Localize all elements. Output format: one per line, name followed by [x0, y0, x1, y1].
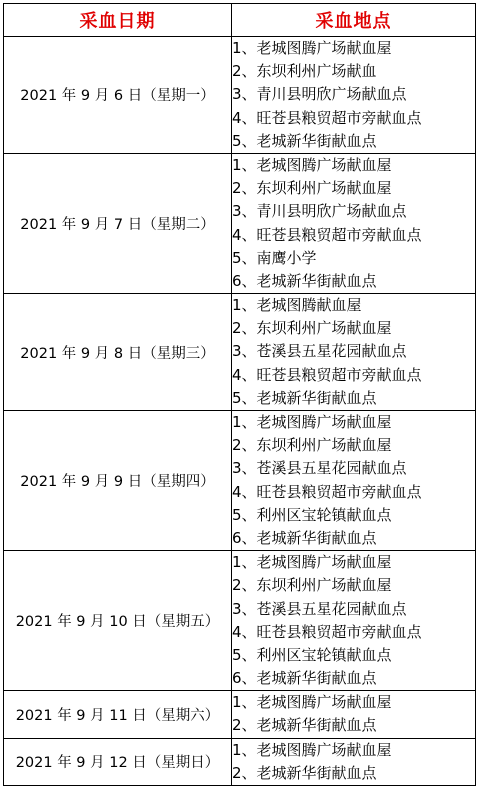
location-item: 1、老城图腾广场献血屋: [232, 553, 392, 572]
collection-locations-cell: [232, 738, 476, 785]
table-row: [4, 738, 476, 785]
location-item: 5、老城新华街献血点: [232, 388, 377, 407]
collection-locations-cell: [232, 294, 476, 411]
location-item: 2、东坝利州广场献血屋: [232, 436, 392, 455]
location-item: 3、苍溪县五星花园献血点: [232, 459, 407, 478]
collection-locations-cell: [232, 37, 476, 154]
header-location: 采血地点: [232, 4, 476, 37]
location-item: 2、东坝利州广场献血屋: [232, 319, 392, 338]
blood-collection-schedule-table: [3, 3, 476, 786]
collection-date-cell: 2021 年 9 月 6 日（星期一）: [4, 37, 232, 154]
location-item: 2、老城新华街献血点: [232, 763, 377, 782]
table-row: [4, 691, 476, 738]
location-item: 4、旺苍县粮贸超市旁献血点: [232, 108, 422, 127]
location-item: 3、苍溪县五星花园献血点: [232, 599, 407, 618]
location-item: 1、老城图腾广场献血屋: [232, 413, 392, 431]
collection-locations-cell: [232, 153, 476, 293]
collection-date-cell: 2021 年 9 月 11 日（星期六）: [4, 691, 232, 738]
header-row: [4, 4, 476, 37]
location-item: 2、老城新华街献血点: [232, 716, 377, 735]
collection-date-cell: 2021 年 9 月 8 日（星期三）: [4, 294, 232, 411]
table-row: [4, 294, 476, 411]
location-item: 1、老城图腾广场献血屋: [232, 155, 392, 174]
header-date: 采血日期: [4, 4, 232, 37]
location-item: 1、老城图腾广场献血屋: [232, 740, 392, 759]
location-item: 2、东坝利州广场献血屋: [232, 576, 392, 595]
location-item: 4、旺苍县粮贸超市旁献血点: [232, 622, 422, 641]
collection-locations-cell: [232, 691, 476, 738]
table-row: [4, 37, 476, 154]
location-item: 1、老城图腾广场献血屋: [232, 693, 392, 712]
location-item: 2、东坝利州广场献血: [232, 62, 377, 81]
location-item: 5、利州区宝轮镇献血点: [232, 505, 392, 524]
location-item: 6、老城新华街献血点: [232, 669, 377, 688]
location-item: 3、青川县明欣广场献血点: [232, 202, 407, 221]
location-item: 5、老城新华街献血点: [232, 131, 377, 150]
collection-date-cell: 2021 年 9 月 12 日（星期日）: [4, 738, 232, 785]
collection-locations-cell: [232, 411, 476, 551]
location-item: 1、老城图腾献血屋: [232, 296, 362, 315]
location-item: 5、利州区宝轮镇献血点: [232, 645, 392, 664]
collection-locations-cell: [232, 551, 476, 691]
location-item: 5、南鹰小学: [232, 248, 317, 267]
table-row: [4, 153, 476, 293]
location-item: 6、老城新华街献血点: [232, 271, 377, 290]
collection-date-cell: 2021 年 9 月 9 日（星期四）: [4, 411, 232, 551]
location-item: 3、苍溪县五星花园献血点: [232, 342, 407, 361]
location-item: 3、青川县明欣广场献血点: [232, 85, 407, 104]
location-item: 4、旺苍县粮贸超市旁献血点: [232, 482, 422, 501]
location-item: 4、旺苍县粮贸超市旁献血点: [232, 225, 422, 244]
collection-date-cell: 2021 年 9 月 10 日（星期五）: [4, 551, 232, 691]
location-item: 4、旺苍县粮贸超市旁献血点: [232, 365, 422, 384]
table-row: [4, 551, 476, 691]
location-item: 6、老城新华街献血点: [232, 528, 377, 547]
table-row: [4, 411, 476, 551]
collection-date-cell: 2021 年 9 月 7 日（星期二）: [4, 153, 232, 293]
location-item: 2、东坝利州广场献血屋: [232, 179, 392, 198]
location-item: 1、老城图腾广场献血屋: [232, 39, 392, 57]
